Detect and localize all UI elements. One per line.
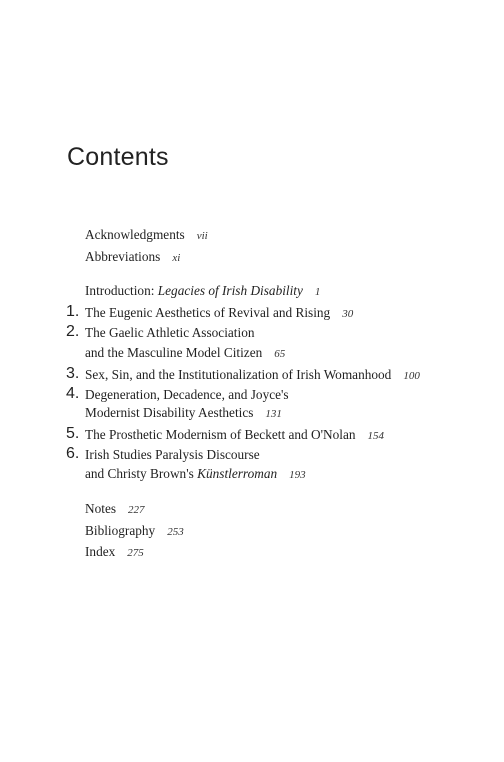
toc-entry-bibliography[interactable] [85, 523, 184, 540]
entry-label: Introduction: [85, 283, 158, 298]
entry-label-continued: and Christy Brown's [85, 466, 198, 481]
entry-label: The Prosthetic Modernism of Beckett and O'Nolan [85, 427, 356, 442]
entry-label: Abbreviations [85, 249, 161, 264]
entry-page-number: 30 [342, 308, 354, 320]
entry-subtitle: Legacies of Irish Disability [157, 283, 303, 298]
chapter-number: 6. [66, 445, 80, 462]
entry-page-number: 227 [128, 504, 145, 516]
chapter-number: 3. [66, 365, 80, 382]
entry-label-continued: and the Masculine Model Citizen [85, 345, 263, 360]
entry-label: Notes [85, 501, 117, 516]
entry-page-number: 193 [289, 469, 306, 481]
toc-entry-acknowledgments[interactable] [85, 227, 208, 244]
toc-entry-chapter-4[interactable] [85, 387, 289, 403]
entry-label: Bibliography [85, 523, 156, 538]
entry-page-number: vii [196, 230, 208, 242]
toc-entry-chapter-6[interactable] [85, 447, 260, 463]
entry-label: Irish Studies Paralysis Discourse [85, 447, 260, 462]
page-title: Contents [67, 143, 169, 171]
entry-label: Degeneration, Decadence, and Joyce's [85, 387, 289, 402]
toc-entry-notes[interactable] [85, 501, 145, 518]
toc-entry-chapter-3[interactable] [85, 367, 420, 384]
entry-label: The Gaelic Athletic Association [85, 325, 255, 340]
entry-page-number: 131 [265, 408, 282, 420]
toc-entry-chapter-2-line2[interactable] [85, 345, 285, 362]
entry-page-number: 253 [167, 526, 184, 538]
entry-label-italic: Künstlerroman [197, 466, 278, 481]
entry-page-number: 65 [274, 348, 286, 360]
entry-page-number: 100 [403, 370, 420, 382]
chapter-number: 2. [66, 323, 80, 340]
chapter-number: 1. [66, 303, 80, 320]
toc-entry-introduction[interactable] [85, 283, 320, 300]
toc-entry-chapter-2[interactable] [85, 325, 255, 341]
toc-entry-chapter-1[interactable] [85, 305, 353, 322]
toc-entry-chapter-4-line2[interactable] [85, 405, 282, 422]
entry-label: Index [85, 544, 116, 559]
toc-entry-chapter-6-line2[interactable] [85, 466, 306, 483]
toc-entry-abbreviations[interactable] [85, 249, 180, 266]
entry-page-number: 1 [314, 286, 321, 298]
entry-page-number: 154 [367, 430, 384, 442]
entry-page-number: xi [172, 252, 181, 264]
entry-label-continued: Modernist Disability Aesthetics [85, 405, 254, 420]
entry-label: Acknowledgments [85, 227, 185, 242]
toc-entry-chapter-5[interactable] [85, 427, 384, 444]
entry-page-number: 275 [127, 547, 144, 559]
toc-entry-index[interactable] [85, 544, 144, 561]
entry-label: Sex, Sin, and the Institutionalization of Irish Womanhood [85, 367, 392, 382]
entry-label: The Eugenic Aesthetics of Revival and Rising [85, 305, 331, 320]
chapter-number: 5. [66, 425, 80, 442]
chapter-number: 4. [66, 385, 80, 402]
